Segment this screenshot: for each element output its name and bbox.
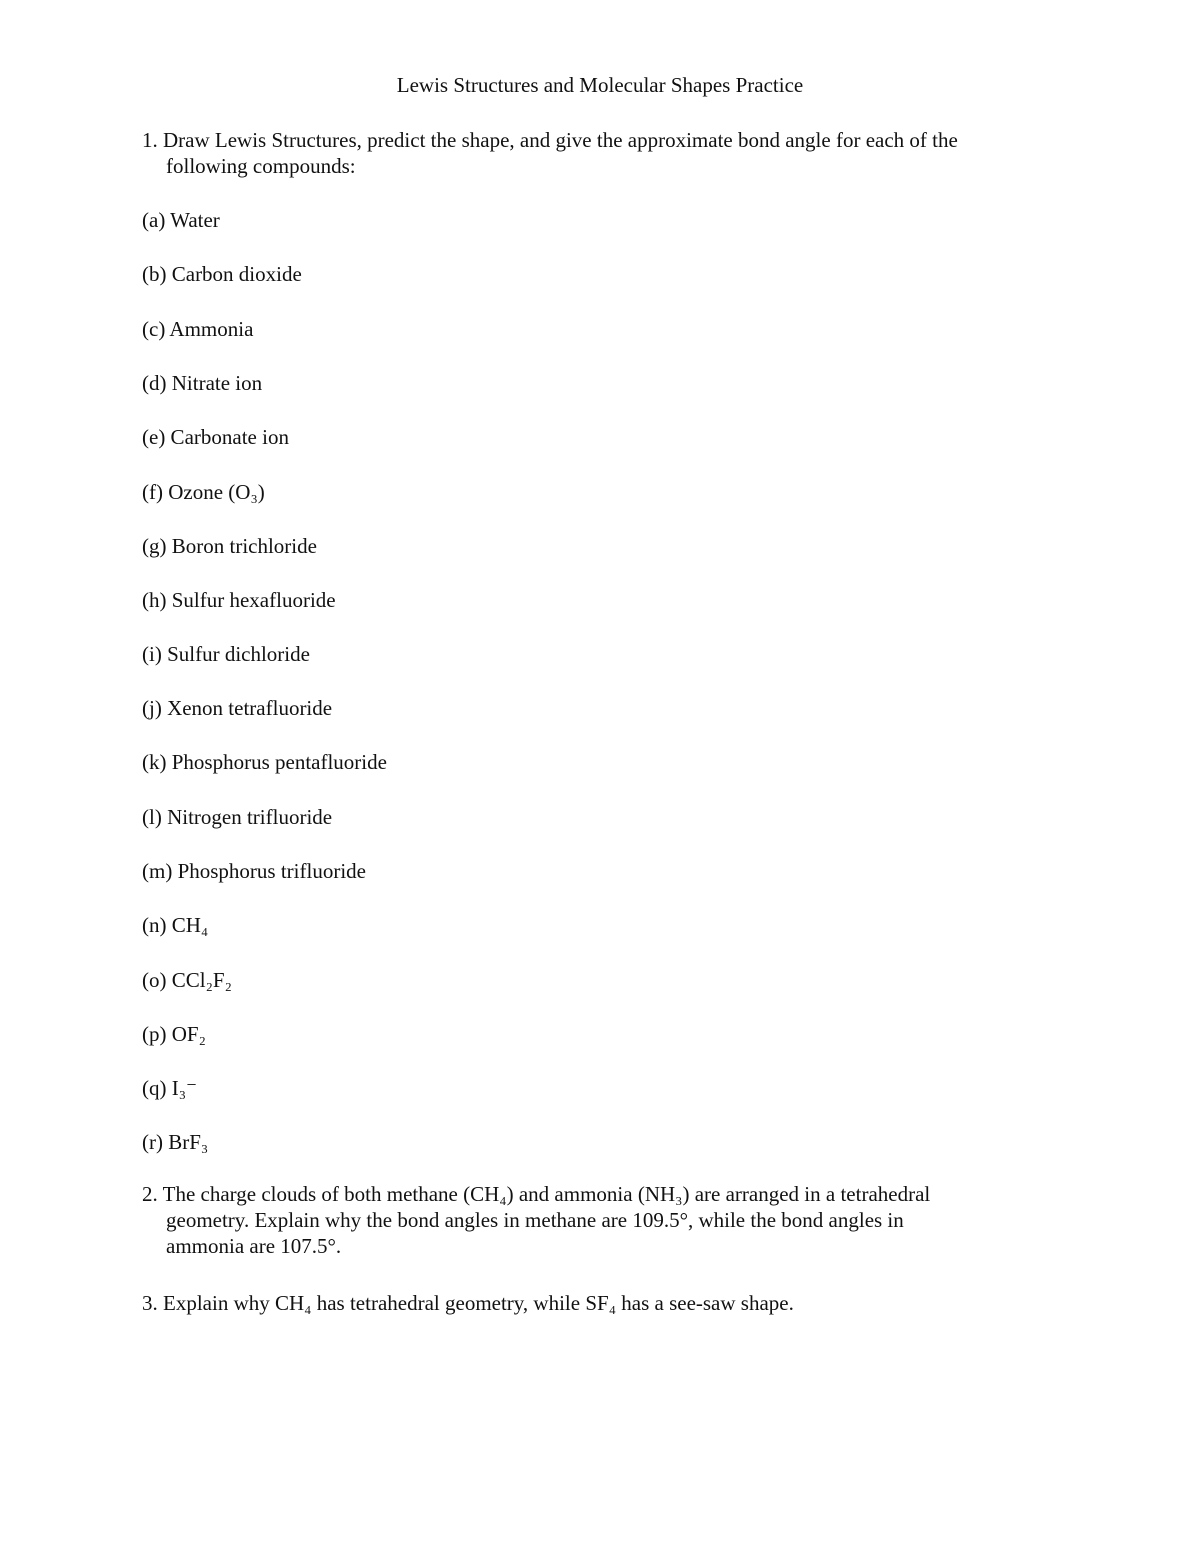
page-title: Lewis Structures and Molecular Shapes Practice [396,73,804,97]
compound-item-g: (g) Boron trichloride [142,534,317,558]
compound-item-n: (n) CH₄ [142,913,209,937]
compound-item-a: (a) Water [142,208,220,232]
compound-item-k: (k) Phosphorus pentafluoride [142,750,387,774]
compound-item-f: (f) Ozone (O₃) [142,480,265,504]
compound-item-o: (o) CCl₂F₂ [142,968,232,992]
compound-item-h: (h) Sulfur hexafluoride [142,588,336,612]
question-1-line-2: following compounds: [166,154,356,178]
compound-item-b: (b) Carbon dioxide [142,262,302,286]
compound-item-d: (d) Nitrate ion [142,371,263,395]
compound-item-j: (j) Xenon tetrafluoride [142,696,333,720]
compound-item-p: (p) OF₂ [142,1022,206,1046]
question-2-line-2: geometry. Explain why the bond angles in methane are 109.5°, while the bond angles in [166,1208,904,1232]
question-2-line-1: 2. The charge clouds of both methane (CH₄) and ammonia (NH₃) are arranged in a tetrahedral [142,1182,931,1206]
question-3 [142,1290,1072,1316]
compound-item-q: (q) I₃⁻ [142,1076,198,1100]
question-1-line-1: 1. Draw Lewis Structures, predict the shape, and give the approximate bond angle for each of the [142,128,958,152]
compound-item-m: (m) Phosphorus trifluoride [142,859,366,883]
question-3-line-1: 3. Explain why CH₄ has tetrahedral geometry, while SF₄ has a see-saw shape. [142,1291,794,1315]
compound-item-e: (e) Carbonate ion [142,425,289,449]
compound-item-r: (r) BrF₃ [142,1130,209,1154]
question-1 [142,127,1072,179]
compound-item-l: (l) Nitrogen trifluoride [142,805,333,829]
compound-item-i: (i) Sulfur dichloride [142,642,310,666]
compound-item-c: (c) Ammonia [142,317,254,341]
question-2-line-3: ammonia are 107.5°. [166,1234,342,1258]
question-2 [142,1181,1072,1259]
